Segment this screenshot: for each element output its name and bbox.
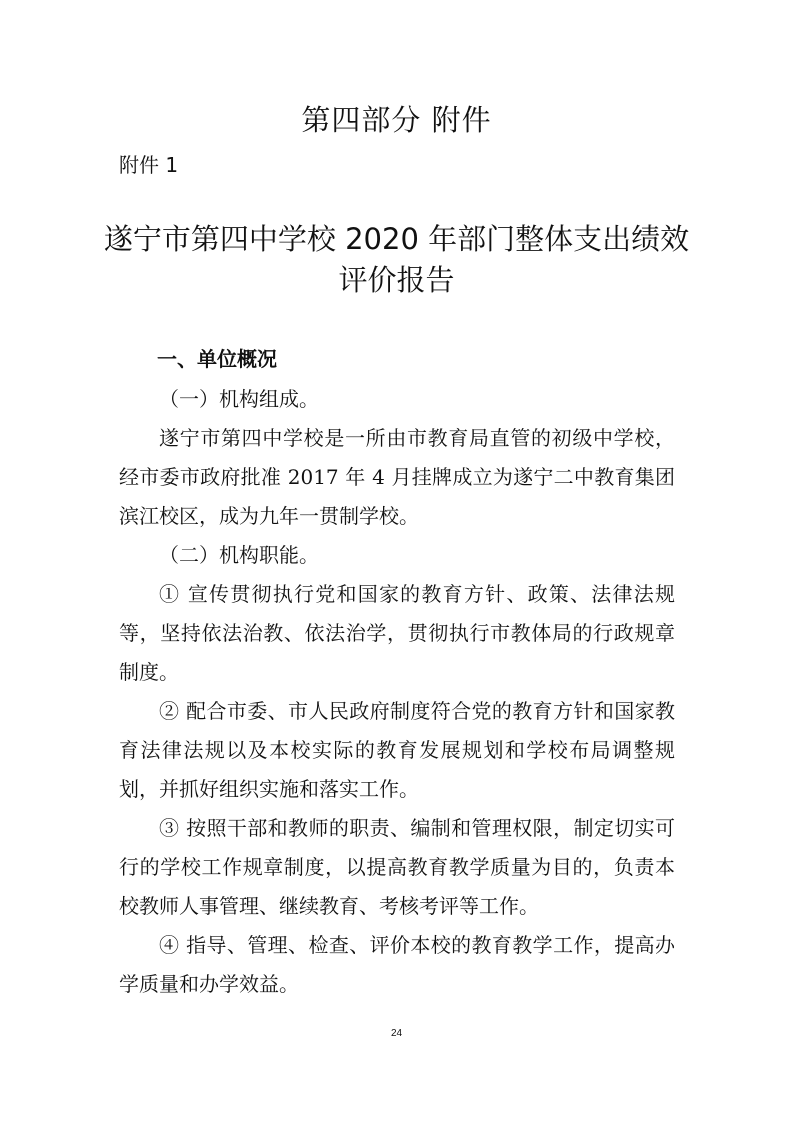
subsection-heading-organization: （一）机构组成。 [159, 387, 319, 411]
attachment-label: 附件 1 [119, 153, 179, 177]
page-number: 24 [390, 1028, 403, 1039]
subsection-heading-functions: （二）机构职能。 [159, 543, 319, 567]
function-item-1: ① 宣传贯彻执行党和国家的教育方针、政策、法律法规等，坚持依法治教、依法治学，贯彻执行市教体局的行政规章制度。 [119, 582, 675, 684]
function-item-4: ④ 指导、管理、检查、评价本校的教育教学工作，提高办学质量和办学效益。 [119, 933, 675, 996]
section-heading: 一、单位概况 [157, 347, 277, 371]
function-item-3: ③ 按照干部和教师的职责、编制和管理权限，制定切实可行的学校工作规章制度，以提高教育教学质量为目的，负责本校教师人事管理、继续教育、考核考评等工作。 [119, 816, 675, 918]
function-item-2: ② 配合市委、市人民政府制度符合党的教育方针和国家教育法律法规以及本校实际的教育发展规划和学校布局调整规划，并抓好组织实施和落实工作。 [119, 699, 675, 801]
paragraph-school-overview: 遂宁市第四中学校是一所由市教育局直管的初级中学校，经市委市政府批准 2017 年 4 月挂牌成立为遂宁二中教育集团滨江校区，成为九年一贯制学校。 [119, 426, 675, 528]
report-title: 遂宁市第四中学校 2020 年部门整体支出绩效评价报告 [103, 222, 690, 297]
part-title: 第四部分 附件 [301, 103, 492, 137]
